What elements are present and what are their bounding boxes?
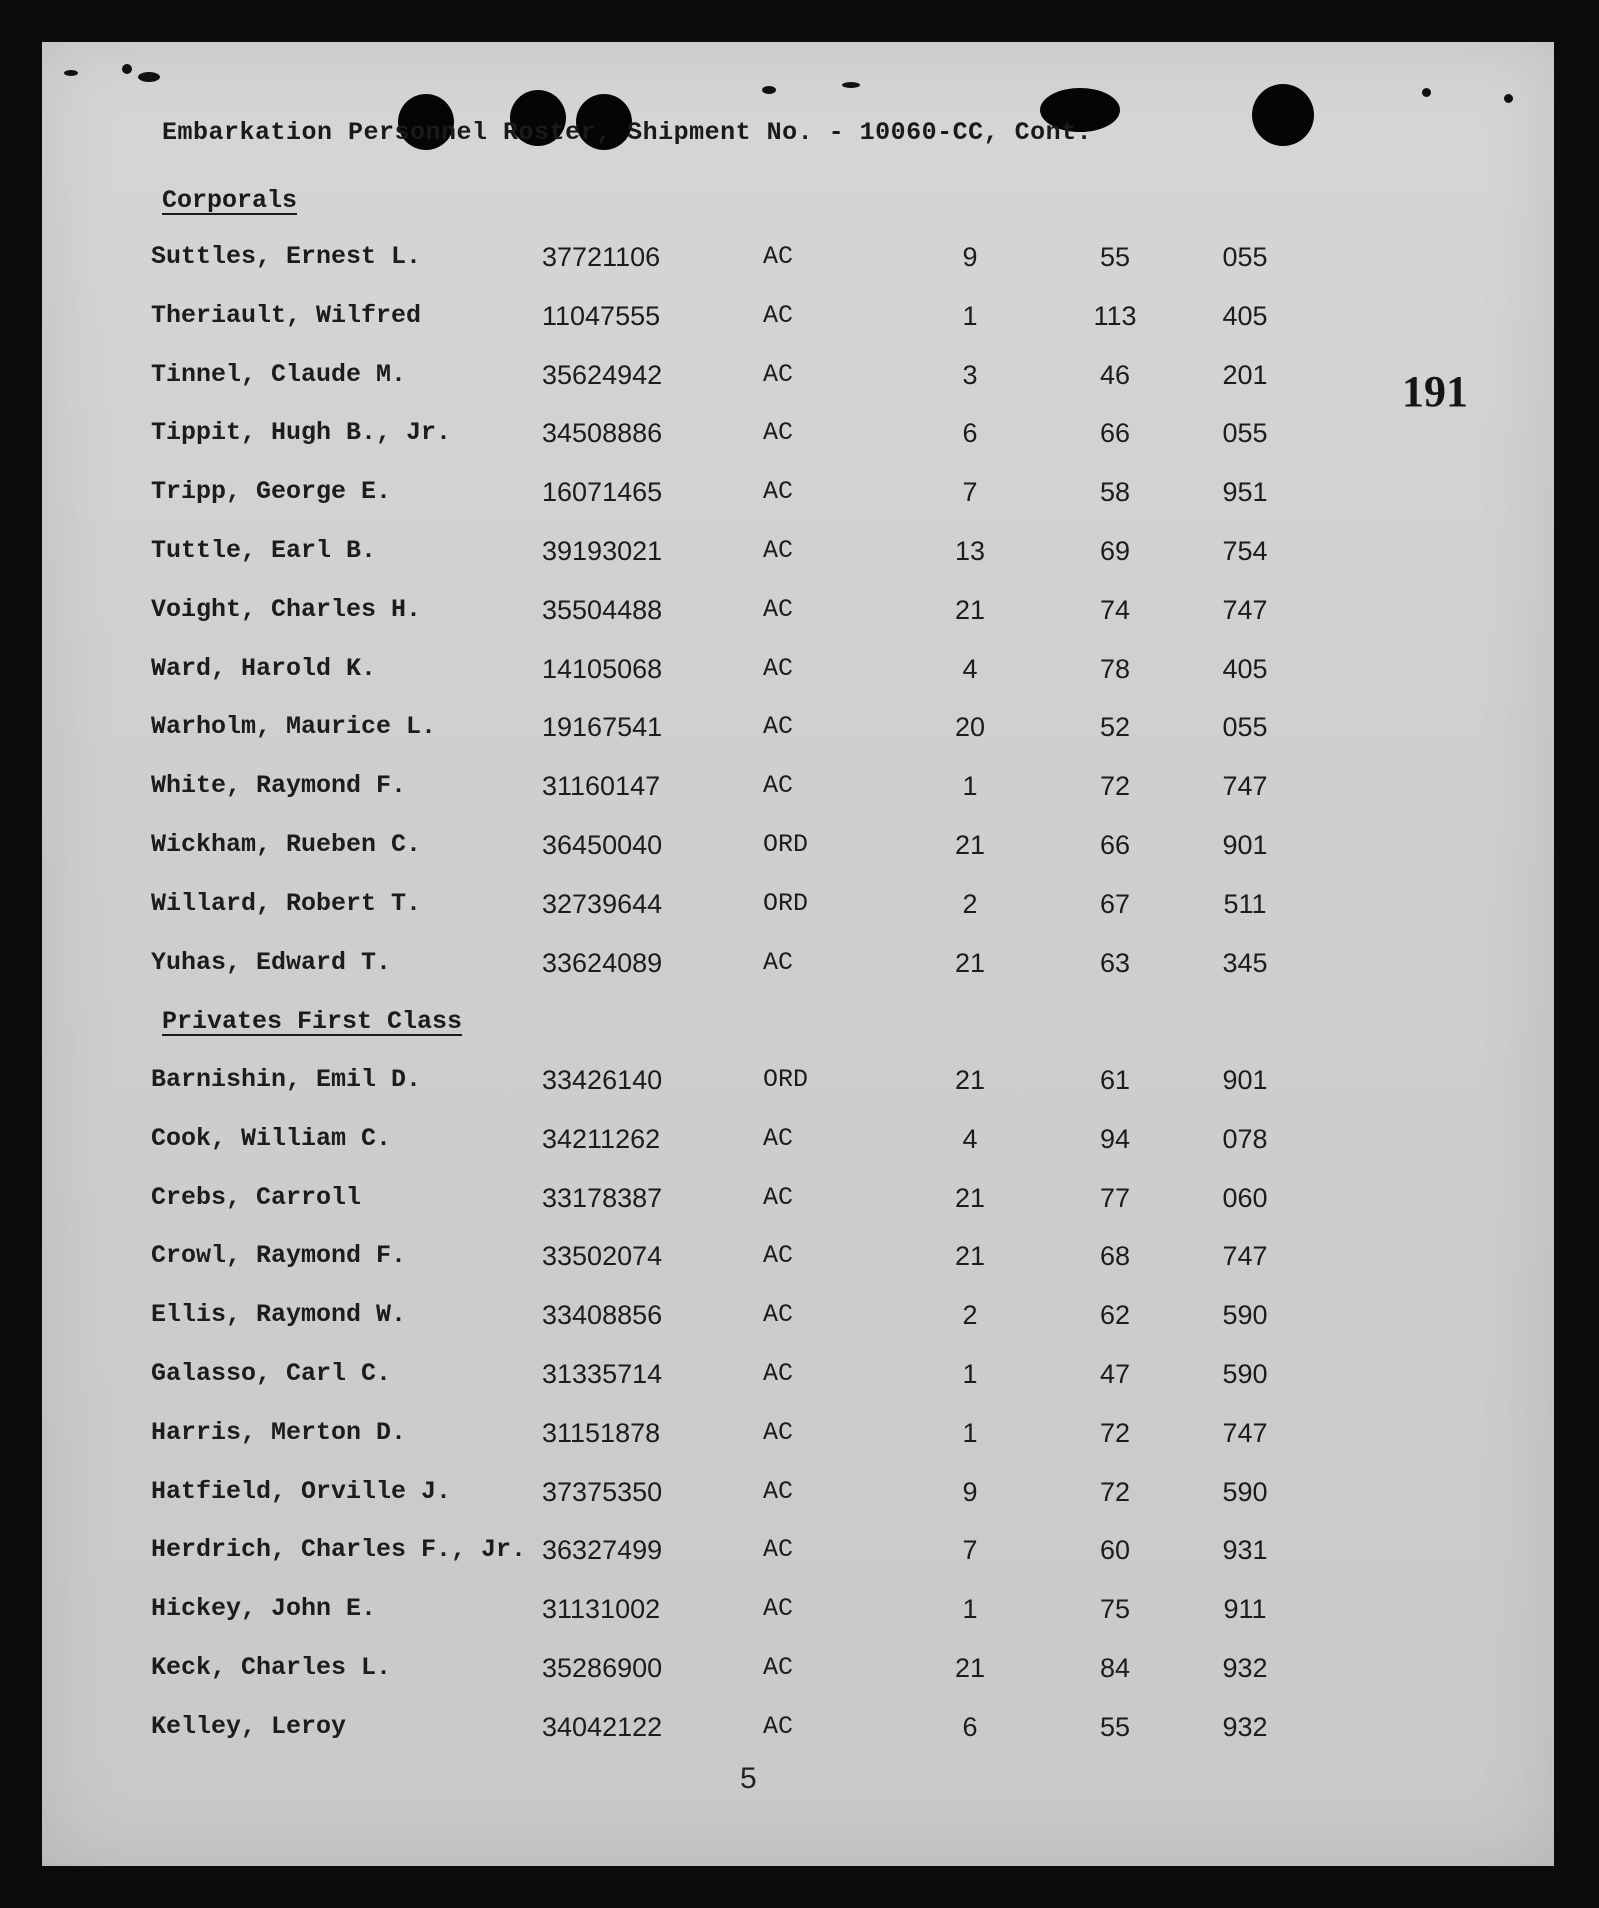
cell-branch: AC	[763, 536, 794, 565]
cell-name: Wickham, Rueben C.	[151, 830, 422, 859]
cell-c3: 747	[1222, 1417, 1268, 1448]
cell-c2: 84	[1099, 1653, 1131, 1683]
ink-speck	[1504, 94, 1513, 103]
cell-serial: 33426140	[542, 1065, 663, 1095]
cell-branch: AC	[763, 1476, 794, 1506]
cell-c2: 63	[1099, 947, 1131, 978]
cell-c2: 66	[1099, 830, 1131, 860]
table-row	[0, 948, 1512, 988]
cell-serial: 14105068	[542, 653, 663, 684]
cell-name: Keck, Charles L.	[151, 1653, 392, 1682]
cell-c2: 72	[1099, 1476, 1131, 1507]
cell-name: Harris, Merton D.	[151, 1417, 407, 1447]
cell-name: Cook, William C.	[151, 1123, 392, 1153]
table-row	[0, 1300, 1512, 1340]
cell-branch: AC	[763, 477, 794, 507]
cell-c3: 060	[1222, 1182, 1268, 1213]
table-row	[0, 242, 1512, 282]
cell-c3: 901	[1222, 830, 1268, 860]
cell-branch: AC	[763, 1417, 794, 1447]
cell-c2: 94	[1099, 1123, 1131, 1154]
cell-serial: 37721106	[542, 242, 661, 272]
cell-serial: 16071465	[542, 477, 663, 508]
cell-branch: AC	[763, 1300, 794, 1330]
cell-c2: 58	[1099, 477, 1131, 508]
table-row	[0, 418, 1512, 458]
cell-name: Herdrich, Charles F., Jr.	[151, 1535, 527, 1565]
cell-branch: AC	[763, 1653, 794, 1682]
cell-c2: 60	[1099, 1535, 1131, 1566]
table-row	[0, 360, 1512, 400]
cell-c3: 932	[1222, 1711, 1268, 1742]
cell-c1: 1	[962, 1594, 978, 1625]
page-number: 5	[740, 1762, 757, 1795]
cell-name: Tippit, Hugh B., Jr.	[151, 418, 452, 448]
table-row	[0, 477, 1512, 517]
cell-name: Hatfield, Orville J.	[151, 1476, 452, 1506]
cell-serial: 37375350	[542, 1476, 663, 1507]
cell-branch: ORD	[763, 830, 809, 859]
cell-c3: 951	[1222, 477, 1268, 508]
section-heading-corporals: Corporals	[162, 186, 298, 215]
cell-serial: 32739644	[542, 888, 663, 919]
cell-c1: 21	[954, 830, 986, 860]
cell-c3: 055	[1222, 242, 1268, 272]
table-row	[0, 1359, 1512, 1399]
cell-c2: 61	[1099, 1065, 1131, 1095]
cell-branch: AC	[763, 594, 794, 624]
cell-c1: 20	[954, 712, 986, 743]
cell-c1: 1	[962, 771, 978, 802]
roster-title: Embarkation Personnel Roster, Shipment No. - 10060-CC, Cont.	[162, 118, 1093, 147]
table-row	[0, 1124, 1512, 1164]
cell-c2: 68	[1099, 1241, 1131, 1272]
cell-c2: 46	[1099, 359, 1131, 390]
cell-branch: AC	[763, 712, 794, 742]
cell-serial: 33624089	[542, 947, 663, 978]
table-row	[0, 595, 1512, 635]
cell-c2: 67	[1099, 888, 1131, 919]
cell-c2: 62	[1099, 1300, 1131, 1331]
ink-speck	[138, 72, 160, 82]
cell-serial: 31160147	[542, 771, 661, 802]
cell-c2: 75	[1099, 1594, 1131, 1625]
cell-c2: 55	[1099, 1711, 1131, 1742]
cell-c1: 4	[962, 1123, 978, 1154]
cell-c1: 1	[962, 1359, 978, 1389]
cell-c3: 590	[1222, 1476, 1268, 1507]
cell-branch: AC	[763, 1123, 794, 1153]
cell-c3: 590	[1222, 1359, 1268, 1389]
table-row	[0, 1183, 1512, 1223]
cell-c3: 747	[1222, 1241, 1268, 1272]
cell-c1: 1	[962, 1417, 978, 1448]
cell-c1: 1	[962, 300, 978, 331]
cell-serial: 31131002	[542, 1594, 661, 1625]
cell-c1: 7	[962, 477, 978, 508]
cell-c1: 21	[954, 947, 986, 978]
cell-branch: AC	[763, 300, 794, 330]
cell-branch: AC	[763, 947, 794, 977]
cell-c2: 52	[1099, 712, 1131, 743]
cell-name: White, Raymond F.	[151, 771, 407, 801]
cell-c3: 078	[1222, 1123, 1268, 1154]
cell-c3: 747	[1222, 771, 1268, 802]
cell-serial: 33502074	[542, 1241, 663, 1272]
table-row	[0, 889, 1512, 929]
cell-name: Kelley, Leroy	[151, 1711, 347, 1741]
cell-c3: 590	[1222, 1300, 1268, 1331]
table-row	[0, 1535, 1512, 1575]
cell-name: Crebs, Carroll	[151, 1182, 362, 1212]
ink-speck	[842, 82, 860, 88]
cell-name: Voight, Charles H.	[151, 594, 422, 624]
cell-c2: 66	[1099, 418, 1131, 449]
table-row	[0, 771, 1512, 811]
cell-c3: 345	[1222, 947, 1268, 978]
cell-name: Willard, Robert T.	[151, 888, 422, 918]
cell-c3: 911	[1223, 1594, 1267, 1625]
cell-name: Ellis, Raymond W.	[151, 1300, 407, 1330]
cell-serial: 11047555	[542, 300, 661, 331]
cell-serial: 36450040	[542, 830, 663, 860]
cell-branch: AC	[763, 242, 794, 271]
table-row	[0, 1653, 1512, 1693]
table-row	[0, 1418, 1512, 1458]
cell-c3: 405	[1222, 653, 1268, 684]
cell-serial: 35286900	[542, 1653, 663, 1683]
cell-c1: 21	[954, 1065, 986, 1095]
cell-c3: 511	[1223, 888, 1267, 919]
cell-c1: 4	[962, 653, 978, 684]
cell-serial: 31335714	[542, 1359, 663, 1389]
cell-branch: ORD	[763, 1065, 809, 1094]
cell-serial: 39193021	[542, 536, 663, 566]
cell-name: Hickey, John E.	[151, 1594, 377, 1624]
table-row	[0, 654, 1512, 694]
cell-c2: 72	[1099, 771, 1131, 802]
cell-c1: 2	[962, 888, 978, 919]
cell-c3: 201	[1222, 359, 1268, 390]
cell-c3: 932	[1222, 1653, 1268, 1683]
cell-name: Tripp, George E.	[151, 477, 392, 507]
ink-speck	[1422, 88, 1431, 97]
cell-c3: 754	[1222, 536, 1268, 566]
table-row	[0, 1065, 1512, 1105]
ink-speck	[64, 70, 78, 76]
cell-name: Crowl, Raymond F.	[151, 1241, 407, 1271]
cell-name: Theriault, Wilfred	[151, 300, 422, 330]
table-row	[0, 1712, 1512, 1752]
cell-serial: 36327499	[542, 1535, 663, 1566]
cell-name: Tuttle, Earl B.	[151, 536, 377, 565]
cell-name: Suttles, Ernest L.	[151, 242, 422, 271]
cell-serial: 33408856	[542, 1300, 663, 1331]
table-row	[0, 1241, 1512, 1281]
cell-c2: 78	[1099, 653, 1131, 684]
cell-c2: 55	[1099, 242, 1131, 272]
cell-c2: 74	[1099, 594, 1131, 625]
cell-name: Warholm, Maurice L.	[151, 712, 437, 742]
cell-c2: 77	[1099, 1182, 1131, 1213]
cell-serial: 34211262	[542, 1123, 661, 1154]
cell-c1: 6	[962, 1711, 978, 1742]
cell-branch: AC	[763, 1711, 794, 1741]
cell-serial: 31151878	[542, 1417, 661, 1448]
cell-c1: 13	[954, 536, 986, 566]
cell-c1: 9	[962, 242, 978, 272]
cell-c3: 931	[1222, 1535, 1268, 1566]
cell-c1: 21	[954, 1653, 986, 1683]
cell-branch: AC	[763, 771, 794, 801]
cell-serial: 19167541	[542, 712, 663, 743]
cell-serial: 35624942	[542, 359, 663, 390]
cell-c3: 055	[1222, 418, 1268, 449]
cell-serial: 34508886	[542, 418, 663, 449]
cell-branch: AC	[763, 1359, 794, 1388]
table-row	[0, 712, 1512, 752]
cell-c3: 055	[1222, 712, 1268, 743]
cell-serial: 33178387	[542, 1182, 663, 1213]
cell-c1: 21	[954, 1241, 986, 1272]
cell-branch: AC	[763, 359, 794, 389]
cell-name: Tinnel, Claude M.	[151, 359, 407, 389]
cell-c2: 69	[1099, 536, 1131, 566]
cell-branch: AC	[763, 1182, 794, 1212]
cell-branch: AC	[763, 418, 794, 448]
cell-name: Galasso, Carl C.	[151, 1359, 392, 1388]
cell-c2: 47	[1099, 1359, 1131, 1389]
ink-speck	[122, 64, 132, 74]
cell-serial: 34042122	[542, 1711, 663, 1742]
table-row	[0, 536, 1512, 576]
cell-name: Yuhas, Edward T.	[151, 947, 392, 977]
cell-c3: 901	[1222, 1065, 1268, 1095]
punch-hole	[1252, 84, 1314, 146]
section-heading-privates-first-class: Privates First Class	[162, 1007, 463, 1036]
cell-c1: 2	[962, 1300, 978, 1331]
table-row	[0, 1594, 1512, 1634]
stamp-number: 191	[1402, 367, 1468, 416]
cell-name: Ward, Harold K.	[151, 653, 377, 683]
cell-c1: 6	[962, 418, 978, 449]
table-row	[0, 830, 1512, 870]
cell-branch: AC	[763, 1594, 794, 1624]
cell-serial: 35504488	[542, 594, 663, 625]
cell-name: Barnishin, Emil D.	[151, 1065, 422, 1094]
cell-branch: ORD	[763, 888, 809, 918]
cell-c1: 21	[954, 1182, 986, 1213]
cell-branch: AC	[763, 653, 794, 683]
cell-branch: AC	[763, 1535, 794, 1565]
cell-c2: 113	[1093, 300, 1137, 331]
table-row	[0, 301, 1512, 341]
cell-c1: 9	[962, 1476, 978, 1507]
table-row	[0, 1477, 1512, 1517]
cell-c3: 405	[1222, 300, 1268, 331]
cell-c3: 747	[1222, 594, 1268, 625]
cell-c1: 3	[962, 359, 978, 390]
cell-c2: 72	[1099, 1417, 1131, 1448]
cell-c1: 21	[954, 594, 986, 625]
ink-speck	[762, 86, 776, 94]
cell-c1: 7	[962, 1535, 978, 1566]
cell-branch: AC	[763, 1241, 794, 1271]
